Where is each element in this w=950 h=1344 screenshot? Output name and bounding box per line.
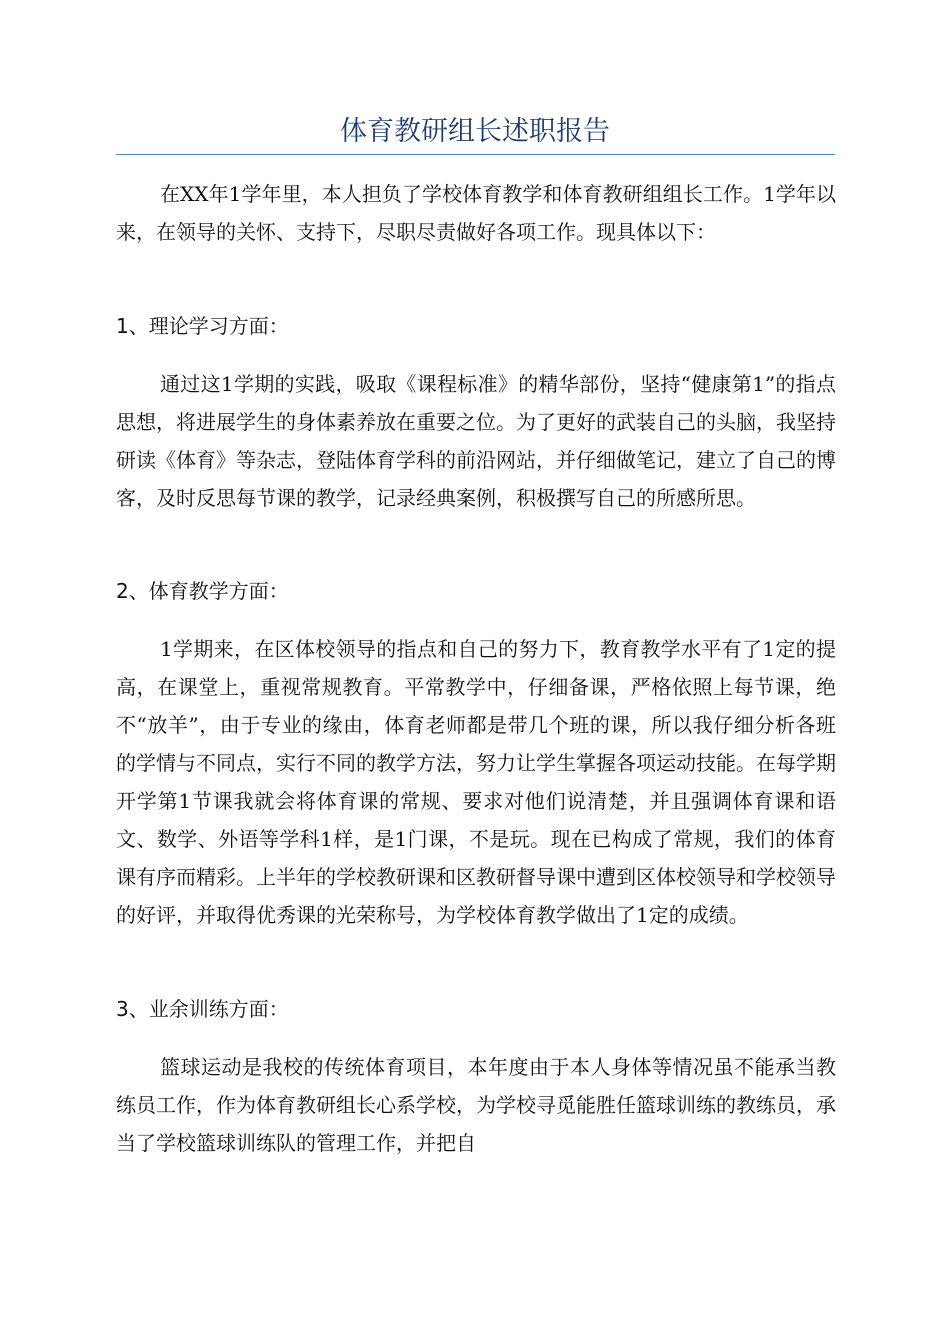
intro-paragraph: 在XX年1学年里，本人担负了学校体育教学和体育教研组组长工作。1学年以来，在领导的关怀、支持下，尽职尽责做好各项工作。现具体以下： <box>116 182 836 244</box>
section-heading-theory: 1、理论学习方面： <box>116 314 289 338</box>
document-title: 体育教研组长述职报告 <box>340 116 610 147</box>
section-heading-teaching: 2、体育教学方面： <box>116 579 289 603</box>
section-paragraph-teaching: 1学期来，在区体校领导的指点和自己的努力下，教育教学水平有了1定的提高，在课堂上，重视常规教育。平常教学中，仔细备课，严格依照上每节课，绝不“放羊”，由于专业的缘由，体育老师都是带几个班的课，所以我仔细分析各班的学情与不同点，实行不同的教学方法，努力让学生掌握各项运动技能。在每学期开学第1节课我就会将体育课的常规、要求对他们说清楚，并且强调体育课和语文、数学、外语等学科1样，是1门课，不是玩。现在已构成了常规，我们的体育课有序而精彩。上半年的学校教研课和区教研督导课中遭到区体校领导和学校领导的好评，并取得优秀课的光荣称号，为学校体育教学做出了1定的成绩。 <box>116 637 836 927</box>
section-paragraph-training: 篮球运动是我校的传统体育项目，本年度由于本人身体等情况虽不能承当教练员工作，作为体育教研组长心系学校，为学校寻觅能胜任篮球训练的教练员，承当了学校篮球训练队的管理工作，并把自 <box>116 1055 836 1155</box>
section-paragraph-theory: 通过这1学期的实践，吸取《课程标准》的精华部份，坚持“健康第1”的指点思想，将进展学生的身体素养放在重要之位。为了更好的武装自己的头脑，我坚持研读《体育》等杂志，登陆体育学科的前沿网站，并仔细做笔记，建立了自己的博客，及时反思每节课的教学，记录经典案例，积极撰写自己的所感所思。 <box>116 372 836 510</box>
section-heading-training: 3、业余训练方面： <box>116 997 289 1021</box>
title-underline <box>116 154 835 155</box>
